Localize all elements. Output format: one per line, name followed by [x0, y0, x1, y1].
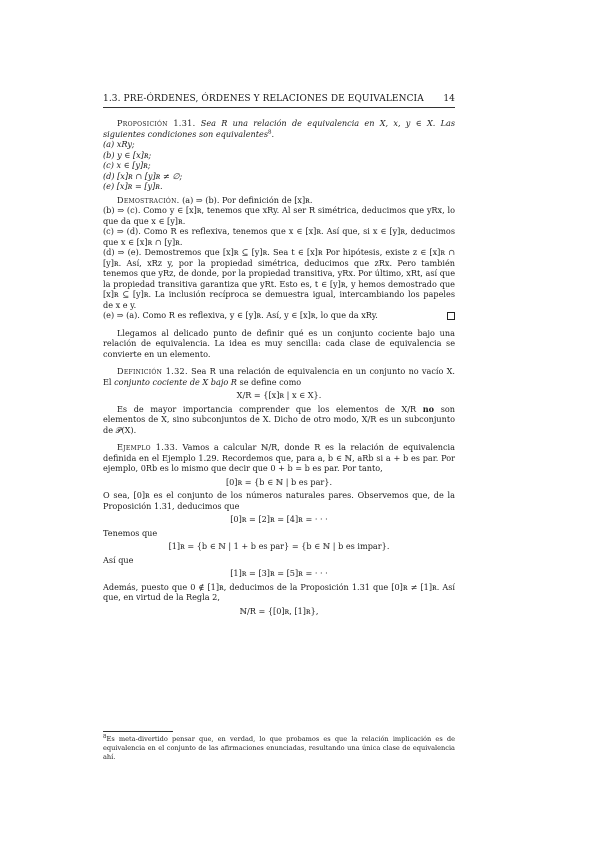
display-formula: [1]ʀ = {b ∈ ℕ | 1 + b es par} = {b ∈ ℕ | b es impar}. [168, 541, 390, 551]
proof-step: (d) ⇒ (e). Demostremos que [x]ʀ ⊆ [y]ʀ. Sea t ∈ [x]ʀ Por hipótesis, existe z ∈ [x]ʀ ∩ [y]ʀ. Así, xRz y, por la propiedad simétrica, deducimos que zRx. Pero también tenemos que yRz, de donde, por la propiedad transitiva, yRx. Por último, xRt, así que la propiedad transitiva garantiza que yRt. Esto es, t ∈ [y]ʀ, y hemos demostrado que [x]ʀ ⊆ [y]ʀ. La inclusión recíproca se demuestra igual, intercambiando los papeles de x e y. [103, 247, 455, 310]
proof-label: Demostración. [117, 194, 180, 205]
example-label: Ejemplo 1.33. [117, 442, 178, 452]
paragraph: Es de mayor importancia comprender que los elementos de X/R no son elementos de X, sino subconjuntos de X. Dicho de otro modo, X/R es un subconjunto de 𝒫(X). [103, 403, 455, 435]
footnote-rule [103, 731, 173, 732]
section-title: 1.3. PRE-ÓRDENES, ÓRDENES Y RELACIONES DE EQUIVALENCIA [103, 94, 424, 104]
footnote-text: Es meta-divertido pensar que, en verdad, lo que probamos es que la relación implicación es de equivalencia en el conjunto de las afirmaciones enunciadas, resultando una única clase de equivalencia ahí. [103, 735, 455, 761]
paragraph: Llegamos al delicado punto de definir qué es un conjunto cociente bajo una relación de equivalencia. La idea es muy sencilla: cada clase de equivalencia se convierte en un elemento. [103, 327, 455, 359]
condition-item: (c) x ∈ [y]ʀ; [103, 160, 151, 170]
page-number: 14 [443, 94, 455, 104]
condition-item: (e) [x]ʀ = [y]ʀ. [103, 181, 163, 191]
example: Ejemplo 1.33. Vamos a calcular ℕ/R, donde R es la relación de equivalencia definida en el Ejemplo 1.29. Recordemos que, para a, b ∈ ℕ, aRb si a + b es par. Por ejemplo, 0Rb es lo mismo que decir que 0 + b = b es par. Por tanto, [103, 442, 455, 473]
display-formula: X/R = {[x]ʀ | x ∈ X}. [236, 390, 322, 400]
footnote-ref: 8 [268, 128, 272, 135]
display-formula: [1]ʀ = [3]ʀ = [5]ʀ = · · · [230, 568, 328, 578]
body-text [103, 118, 455, 616]
display-formula: ℕ/R = {[0]ʀ, [1]ʀ}, [239, 605, 319, 616]
header-rule [103, 107, 455, 108]
proposition-label: Proposición 1.31. [117, 118, 196, 128]
proof-step: (c) ⇒ (d). Como R es reflexiva, tenemos que x ∈ [x]ʀ. Así que, si x ∈ [y]ʀ, deducimos que x ∈ [x]ʀ ∩ [y]ʀ. [103, 226, 455, 247]
paragraph: O sea, [0]ʀ es el conjunto de los números naturales pares. Observemos que, de la Proposición 1.31, deducimos que [103, 490, 455, 511]
footnote-mark: 8 [103, 733, 107, 740]
qed-square-icon [447, 312, 455, 320]
paragraph: Así que [103, 554, 134, 565]
proof-step: Demostración. (a) ⇒ (b). Por definición de [x]ʀ. [117, 194, 313, 205]
definition-label: Definición 1.32. [117, 366, 188, 376]
display-formula: [0]ʀ = {b ∈ ℕ | b es par}. [225, 476, 333, 487]
proposition: Proposición 1.31. Sea R una relación de equivalencia en X, x, y ∈ X. Las siguientes condiciones son equivalentes$^8$. [103, 118, 455, 139]
running-header [103, 93, 455, 105]
proof-step: (b) ⇒ (c). Como y ∈ [x]ʀ, tenemos que xRy. Al ser R simétrica, deducimos que yRx, lo que da que x ∈ [y]ʀ. [103, 205, 455, 226]
proof-step: (e) ⇒ (a). Como R es reflexiva, y ∈ [y]ʀ. Así, y ∈ [x]ʀ, lo que da xRy. [103, 310, 455, 321]
paragraph: Tenemos que [103, 527, 158, 538]
condition-item: (a) xRy; [103, 139, 135, 149]
paragraph: Además, puesto que 0 ∉ [1]ʀ, deducimos de la Proposición 1.31 que [0]ʀ ≠ [1]ʀ. Así que, en virtud de la Regla 2, [103, 581, 455, 602]
footnote [103, 735, 455, 762]
definition: Definición 1.32. Sea R una relación de equivalencia en un conjunto no vacío X. El conjunto cociente de X bajo R se define como [103, 366, 456, 387]
condition-item: (d) [x]ʀ ∩ [y]ʀ ≠ ∅; [103, 170, 183, 181]
display-formula: [0]ʀ = [2]ʀ = [4]ʀ = · · · [230, 514, 328, 524]
condition-item: (b) y ∈ [x]ʀ; [103, 149, 152, 160]
proposition-statement: Sea R una relación de equivalencia en X, x, y ∈ X. Las siguientes condiciones son equivalentes [103, 118, 455, 139]
